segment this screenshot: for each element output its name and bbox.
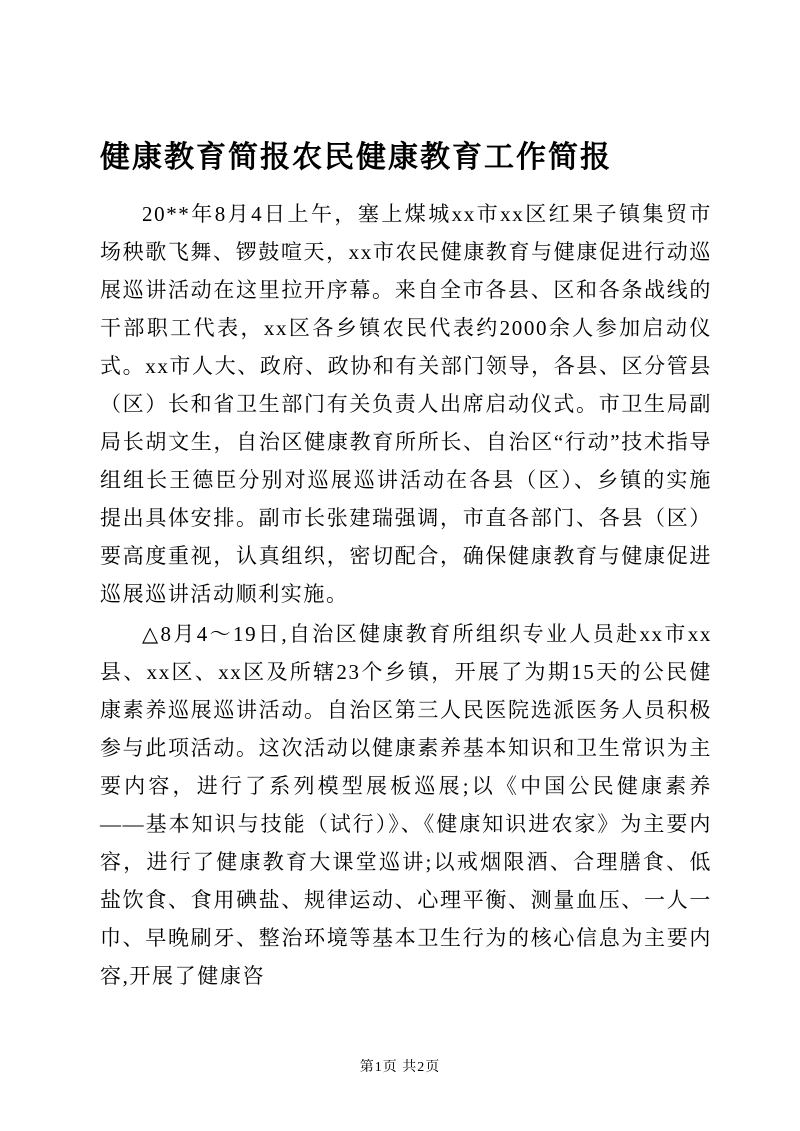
paragraph: 20**年8月4日上午，塞上煤城xx市xx区红果子镇集贸市场秧歌飞舞、锣鼓喧天，xx市农民健康教育与健康促进行动巡展巡讲活动在这里拉开序幕。来自全市各县、区和各条战线的干部职工代表，xx区各乡镇农民代表约2000余人参加启动仪式。xx市人大、政府、政协和有关部门领导，各县、区分管县（区）长和省卫生部门有关负责人出席启动仪式。市卫生局副局长胡文生，自治区健康教育所所长、自治区“行动”技术指导组组长王德臣分别对巡展巡讲活动在各县（区）、乡镇的实施提出具体安排。副市长张建瑞强调，市直各部门、各县（区）要高度重视，认真组织，密切配合，确保健康教育与健康促进巡展巡讲活动顺利实施。	[100, 202, 712, 606]
page-number-footer: 第1页 共2页	[359, 1060, 441, 1075]
paragraph: △8月4～19日,自治区健康教育所组织专业人员赴xx市xx县、xx区、xx区及所辖23个乡镇，开展了为期15天的公民健康素养巡展巡讲活动。自治区第三人民医院选派医务人员积极参与此项活动。这次活动以健康素养基本知识和卫生常识为主要内容，进行了系列模型展板巡展;以《中国公民健康素养——基本知识与技能（试行）》、《健康知识进农家》为主要内容，进行了健康教育大课堂巡讲;以戒烟限酒、合理膳食、低盐饮食、食用碘盐、规律运动、心理平衡、测量血压、一人一巾、早晚刷牙、整治环境等基本卫生行为的核心信息为主要内容,开展了健康咨	[100, 622, 712, 988]
document-body	[100, 138, 712, 995]
document-title: 健康教育简报农民健康教育工作简报	[100, 141, 612, 174]
